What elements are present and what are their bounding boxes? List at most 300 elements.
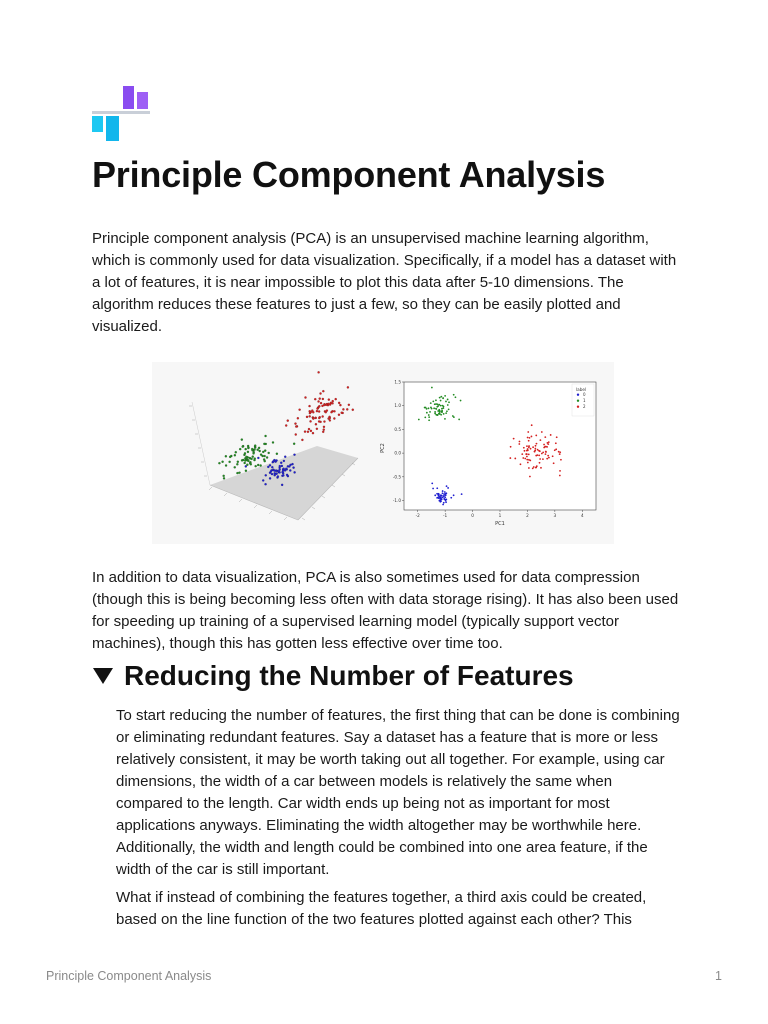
scatter-point-2: [542, 458, 544, 460]
scatter-point-2: [529, 460, 531, 462]
scatter-point-2: [535, 435, 537, 437]
legend-marker-0: [577, 394, 579, 396]
scatter3d-point-2: [330, 411, 332, 413]
scatter3d-point-0: [277, 470, 279, 472]
scatter3d-point-2: [295, 433, 297, 435]
scatter3d-point-1: [272, 441, 274, 443]
scatter-point-2: [559, 451, 561, 453]
scatter3d-point-2: [312, 432, 314, 434]
scatter3d-point-1: [255, 465, 257, 467]
scatter3d-point-2: [314, 398, 316, 400]
scatter-point-1: [433, 407, 435, 409]
scatter-point-0: [432, 488, 434, 490]
x-tick-label: 4: [580, 513, 584, 518]
scatter3d-point-2: [325, 404, 327, 406]
scatter3d-point-1: [225, 455, 227, 457]
scatter3d-point-1: [249, 462, 251, 464]
scatter-point-2: [535, 455, 537, 457]
footer-doc-title: Principle Component Analysis: [46, 969, 212, 983]
scatter3d-point-2: [306, 416, 308, 418]
scatter-point-0: [440, 501, 442, 503]
scatter3d-point-2: [285, 424, 287, 426]
scatter3d-point-1: [247, 460, 249, 462]
scatter3d-point-1: [236, 472, 238, 474]
scatter-point-1: [443, 413, 445, 415]
scatter-point-0: [442, 504, 444, 506]
scatter-point-2: [523, 447, 525, 449]
scatter3d-point-2: [322, 431, 324, 433]
scatter-point-1: [455, 396, 457, 398]
scatter-point-1: [431, 387, 433, 389]
scatter-point-2: [559, 453, 561, 455]
scatter-point-1: [440, 400, 442, 402]
legend-title: label: [576, 387, 587, 392]
scatter3d-point-0: [289, 469, 291, 471]
scatter-point-2: [526, 445, 528, 447]
scatter3d-point-2: [323, 426, 325, 428]
x-tick-label: 1: [498, 513, 502, 518]
legend-entry-2: 2: [583, 404, 586, 409]
scatter-point-0: [440, 498, 442, 500]
y-tick-label: 1.5: [394, 379, 401, 385]
intro-paragraph: Principle component analysis (PCA) is an unsupervised machine learning algorithm, which is commonly used for data visualization. Specifically, if a model has a dataset with a lot of features, it is near impossible to plot this data after 5-10 dimensions. The algorithm reduces these features to just a few, so they can be easily plotted and visualized.: [92, 230, 677, 335]
scatter-point-2: [520, 463, 522, 465]
scatter3d-point-1: [234, 466, 236, 468]
scatter-point-2: [554, 449, 556, 451]
scatter3d-point-0: [275, 473, 277, 475]
scatter-point-2: [531, 424, 533, 426]
scatter3d-point-1: [264, 455, 266, 457]
scatter-point-1: [428, 414, 430, 416]
scatter3d-point-2: [318, 420, 320, 422]
scatter-point-1: [448, 408, 450, 410]
scatter-point-1: [438, 404, 440, 406]
scatter3d-point-1: [252, 456, 254, 458]
scatter3d-point-0: [270, 470, 272, 472]
scatter-point-0: [445, 493, 447, 495]
scatter-point-2: [535, 445, 537, 447]
scatter-point-1: [439, 413, 441, 415]
scatter-point-2: [513, 438, 515, 440]
scatter3d-point-1: [260, 464, 262, 466]
scatter3d-point-1: [246, 464, 248, 466]
scatter3d-point-0: [271, 466, 273, 468]
scatter-point-2: [539, 439, 541, 441]
scatter3d-point-1: [264, 435, 266, 437]
scatter3d-point-1: [242, 459, 244, 461]
scatter3d-point-1: [257, 449, 259, 451]
scatter3d-point-2: [328, 399, 330, 401]
scatter3d-point-0: [279, 465, 281, 467]
scatter-point-1: [441, 411, 443, 413]
scatter-point-2: [559, 475, 561, 477]
scatter3d-point-1: [260, 454, 262, 456]
scatter3d-point-2: [341, 412, 343, 414]
data-compression-paragraph: In addition to data visualization, PCA is also sometimes used for data compression (though this is being becoming less often with data storage rising). It has also been used for speeding up training of a supervised learning model (typically support vector machines), though this has gotten less effective over time too.: [92, 569, 679, 652]
scatter-point-2: [540, 467, 542, 469]
scatter3d-point-0: [271, 473, 273, 475]
scatter-point-2: [524, 450, 526, 452]
scatter-point-2: [536, 443, 538, 445]
scatter-point-1: [440, 396, 442, 398]
scatter-point-2: [559, 470, 561, 472]
scatter3d-point-2: [304, 431, 306, 433]
scatter3d-point-1: [229, 461, 231, 463]
scatter-point-2: [538, 450, 540, 452]
scatter3d-point-0: [273, 459, 275, 461]
scatter-point-0: [445, 501, 447, 503]
legend-marker-1: [577, 400, 579, 402]
scatter3d-point-0: [269, 464, 271, 466]
scatter-point-2: [538, 455, 540, 457]
x-tick-label: 3: [553, 513, 557, 518]
scatter-point-2: [546, 446, 548, 448]
scatter-point-2: [560, 459, 562, 461]
y-tick-label: 0.0: [394, 450, 401, 456]
scatter3d-point-1: [254, 445, 256, 447]
scatter-point-1: [429, 411, 431, 413]
scatter3d-point-2: [323, 429, 325, 431]
scatter3d-point-2: [332, 400, 334, 402]
scatter3d-point-2: [297, 417, 299, 419]
scatter3d-point-1: [247, 451, 249, 453]
scatter-point-2: [550, 434, 552, 436]
scatter-point-2: [541, 431, 543, 433]
scatter-point-0: [445, 499, 447, 501]
scatter3d-point-2: [326, 409, 328, 411]
y-tick-label: -0.5: [392, 474, 401, 480]
section-paragraph: To start reducing the number of features, the first thing that can be done is combining or eliminating redundant features. Say a dataset has a feature that is more or less relatively consistent, it may be worth taking out all together. For example, using car dimensions, the width of a car between models is relatively the same when compared to the length. Car width ends up being not as important for most applications anyways. Eliminating the width altogether may be worthwhile here. Additionally, the width and length could be combined into one area feature, if the width of the car is still important.: [116, 707, 680, 878]
scatter3d-point-1: [234, 454, 236, 456]
scatter-point-1: [428, 416, 430, 418]
scatter-point-2: [521, 453, 523, 455]
scatter3d-point-2: [299, 409, 301, 411]
scatter3d-point-0: [288, 465, 290, 467]
scatter-point-0: [446, 485, 448, 487]
scatter3d-point-2: [338, 414, 340, 416]
scatter-point-2: [543, 444, 545, 446]
scatter3d-point-2: [309, 420, 311, 422]
scatter-point-2: [532, 446, 534, 448]
scatter3d-point-2: [316, 428, 318, 430]
scatter3d-point-1: [244, 452, 246, 454]
scatter3d-point-1: [245, 456, 247, 458]
scatter-point-2: [528, 440, 530, 442]
scatter-point-1: [426, 412, 428, 414]
scatter3d-point-2: [346, 408, 348, 410]
scatter-point-2: [539, 462, 541, 464]
scatter3d-point-2: [322, 398, 324, 400]
scatter3d-point-0: [274, 470, 276, 472]
scatter3d-point-1: [237, 461, 239, 463]
scatter-point-1: [458, 419, 460, 421]
scatter-point-2: [528, 446, 530, 448]
scatter-point-1: [440, 414, 442, 416]
scatter-point-1: [435, 399, 437, 401]
scatter3d-point-2: [319, 398, 321, 400]
scatter3d-point-2: [287, 420, 289, 422]
scatter3d-point-1: [248, 457, 250, 459]
scatter-point-2: [509, 457, 511, 459]
scatter3d-point-2: [318, 371, 320, 373]
scatter3d-point-2: [320, 402, 322, 404]
scatter3d-point-2: [304, 396, 306, 398]
scatter-point-1: [435, 408, 437, 410]
scatter-point-0: [440, 494, 442, 496]
scatter-point-2: [547, 455, 549, 457]
scatter3d-point-0: [282, 474, 284, 476]
scatter-point-0: [453, 494, 455, 496]
scatter3d-point-1: [262, 451, 264, 453]
scatter3d-point-0: [265, 474, 267, 476]
scatter-point-2: [534, 451, 536, 453]
scatter3d-point-2: [339, 404, 341, 406]
scatter-point-1: [424, 407, 426, 409]
scatter3d-point-1: [245, 470, 247, 472]
scatter-point-2: [527, 431, 529, 433]
pca-scatter-chart: [380, 380, 596, 528]
scatter-point-1: [453, 416, 455, 418]
scatter3d-point-2: [308, 405, 310, 407]
scatter-point-0: [447, 487, 449, 489]
scatter3d-point-1: [238, 472, 240, 474]
x-tick-label: 2: [526, 513, 529, 518]
scatter3d-point-2: [316, 410, 318, 412]
scatter-point-2: [548, 457, 550, 459]
section-heading: Reducing the Number of Features: [124, 660, 574, 691]
scatter3d-point-2: [338, 402, 340, 404]
x-tick-label: 0: [471, 513, 474, 518]
scatter-point-2: [546, 458, 548, 460]
scatter-point-2: [536, 465, 538, 467]
scatter3d-point-0: [257, 457, 259, 459]
scatter-point-2: [526, 459, 528, 461]
scatter3d-point-1: [241, 439, 243, 441]
scatter3d-point-0: [245, 465, 247, 467]
section-paragraph: What if instead of combining the features together, a third axis could be created, based on the line function of the two features plotted against each other? This: [116, 889, 647, 928]
scatter3d-point-0: [274, 474, 276, 476]
x-tick-label: -1: [443, 513, 448, 518]
scatter3d-point-2: [330, 402, 332, 404]
scatter-point-2: [547, 442, 549, 444]
scatter-point-1: [444, 418, 446, 420]
scatter-point-0: [442, 490, 444, 492]
scatter-point-1: [442, 397, 444, 399]
scatter-point-0: [434, 494, 436, 496]
scatter3d-point-2: [315, 423, 317, 425]
scatter3d-point-1: [276, 453, 278, 455]
scatter3d-point-2: [294, 423, 296, 425]
scatter-point-1: [447, 404, 449, 406]
scatter-point-1: [438, 409, 440, 411]
scatter3d-point-0: [269, 477, 271, 479]
scatter-point-2: [529, 437, 531, 439]
scatter3d-point-1: [258, 447, 260, 449]
scatter-point-0: [450, 497, 452, 499]
scatter3d-point-1: [247, 447, 249, 449]
scatter3d-point-1: [242, 446, 244, 448]
scatter-point-2: [528, 467, 530, 469]
scatter3d-point-2: [329, 419, 331, 421]
pca-figure: [152, 362, 614, 544]
scatter3d-point-2: [323, 420, 325, 422]
scatter3d-point-2: [315, 417, 317, 419]
scatter3d-point-2: [295, 425, 297, 427]
scatter3d-point-1: [263, 443, 265, 445]
scatter-point-2: [556, 436, 558, 438]
scatter-point-2: [530, 448, 532, 450]
scatter-point-1: [442, 407, 444, 409]
scatter-point-2: [539, 458, 541, 460]
scatter3d-point-0: [294, 471, 296, 473]
section-toggle-reducing-features[interactable]: [92, 660, 574, 692]
scatter-point-2: [534, 448, 536, 450]
scatter3d-point-1: [257, 464, 259, 466]
y-tick-label: -1.0: [392, 498, 401, 504]
scatter-point-1: [430, 402, 432, 404]
scatter3d-point-1: [293, 443, 295, 445]
scatter3d-point-1: [252, 452, 254, 454]
scatter3d-point-0: [280, 462, 282, 464]
scatter-point-2: [526, 456, 528, 458]
scatter3d-point-2: [333, 410, 335, 412]
scatter3d-point-2: [328, 417, 330, 419]
scatter3d-point-1: [264, 460, 266, 462]
scatter-point-1: [418, 419, 420, 421]
scatter-point-2: [532, 467, 534, 469]
scatter3d-point-2: [310, 411, 312, 413]
scatter3d-point-1: [223, 475, 225, 477]
scatter-point-0: [442, 492, 444, 494]
scatter3d-point-1: [264, 450, 266, 452]
scatter3d-point-2: [316, 408, 318, 410]
scatter-point-0: [443, 494, 445, 496]
scatter-point-2: [527, 437, 529, 439]
scatter3d-point-2: [317, 400, 319, 402]
scatter3d-point-2: [352, 409, 354, 411]
scatter-point-1: [426, 408, 428, 410]
scatter3d-point-1: [218, 462, 220, 464]
scatter-point-2: [531, 436, 533, 438]
scatter-point-1: [447, 399, 449, 401]
scatter3d-point-1: [223, 477, 225, 479]
scatter-point-2: [542, 451, 544, 453]
legend-marker-2: [577, 406, 579, 408]
scatter-point-0: [444, 491, 446, 493]
scatter3d-point-0: [264, 483, 266, 485]
scatter-point-1: [430, 406, 432, 408]
scatter-point-2: [535, 467, 537, 469]
scatter3d-point-1: [221, 461, 223, 463]
scatter-point-1: [445, 401, 447, 403]
footer-page-number: 1: [715, 969, 722, 983]
scatter3d-point-1: [259, 450, 261, 452]
scatter-point-0: [438, 496, 440, 498]
scatter-point-1: [424, 416, 426, 418]
scatter3d-point-1: [225, 464, 227, 466]
scatter-point-0: [436, 497, 438, 499]
scatter-point-0: [443, 502, 445, 504]
scatter-point-1: [428, 407, 430, 409]
scatter-point-2: [544, 436, 546, 438]
scatter3d-point-0: [281, 484, 283, 486]
scatter-point-1: [434, 411, 436, 413]
scatter3d-point-2: [322, 390, 324, 392]
scatter3d-point-1: [244, 459, 246, 461]
scatter-point-1: [436, 406, 438, 408]
scatter-point-1: [445, 412, 447, 414]
scatter-point-1: [439, 397, 441, 399]
scatter-point-1: [460, 400, 462, 402]
scatter3d-point-2: [308, 428, 310, 430]
scatter-point-0: [436, 487, 438, 489]
scatter3d-point-2: [318, 417, 320, 419]
scatter3d-point-2: [333, 417, 335, 419]
scatter3d-point-1: [239, 448, 241, 450]
scatter-point-2: [524, 458, 526, 460]
scatter3d-point-1: [244, 462, 246, 464]
scatter3d-point-0: [284, 469, 286, 471]
scatter-point-1: [444, 395, 446, 397]
scatter3d-point-0: [284, 456, 286, 458]
scatter-point-1: [432, 401, 434, 403]
scatter3d-point-2: [335, 398, 337, 400]
scatter-point-2: [514, 458, 516, 460]
scatter3d-point-2: [318, 410, 320, 412]
scatter-point-1: [428, 419, 430, 421]
scatter-point-2: [545, 453, 547, 455]
scatter3d-point-2: [348, 404, 350, 406]
scatter3d-point-1: [253, 459, 255, 461]
legend-entry-1: 1: [583, 398, 586, 403]
scatter3d-point-1: [266, 456, 268, 458]
scatter-point-2: [528, 454, 530, 456]
scatter-point-2: [552, 455, 554, 457]
scatter-point-1: [434, 403, 436, 405]
scatter3d-point-0: [262, 479, 264, 481]
scatter3d-point-2: [342, 408, 344, 410]
scatter-point-2: [519, 441, 521, 443]
scatter3d-point-1: [251, 448, 253, 450]
scatter-point-1: [453, 394, 455, 396]
scatter-point-2: [527, 462, 529, 464]
scatter3d-point-2: [301, 439, 303, 441]
scatter-point-2: [527, 448, 529, 450]
scatter-point-1: [443, 406, 445, 408]
scatter-point-0: [431, 482, 433, 484]
scatter3d-point-2: [312, 417, 314, 419]
scatter3d-point-0: [277, 475, 279, 477]
y-axis-label: PC2: [380, 443, 386, 453]
scatter3d-point-0: [281, 471, 283, 473]
scatter3d-point-2: [307, 431, 309, 433]
scatter-point-2: [522, 457, 524, 459]
scatter3d-point-2: [319, 392, 321, 394]
scatter3d-point-0: [281, 465, 283, 467]
scatter-point-2: [545, 451, 547, 453]
scatter-point-2: [529, 476, 531, 478]
scatter3d-point-1: [253, 449, 255, 451]
scatter3d-point-0: [286, 474, 288, 476]
scatter3d-point-1: [229, 456, 231, 458]
scatter3d-point-0: [267, 466, 269, 468]
scatter3d-point-1: [250, 458, 252, 460]
scatter3d-point-1: [235, 451, 237, 453]
scatter3d-point-0: [292, 467, 294, 469]
collapse-triangle-icon[interactable]: [92, 666, 114, 686]
scatter3d-point-1: [268, 452, 270, 454]
scatter-point-1: [440, 405, 442, 407]
